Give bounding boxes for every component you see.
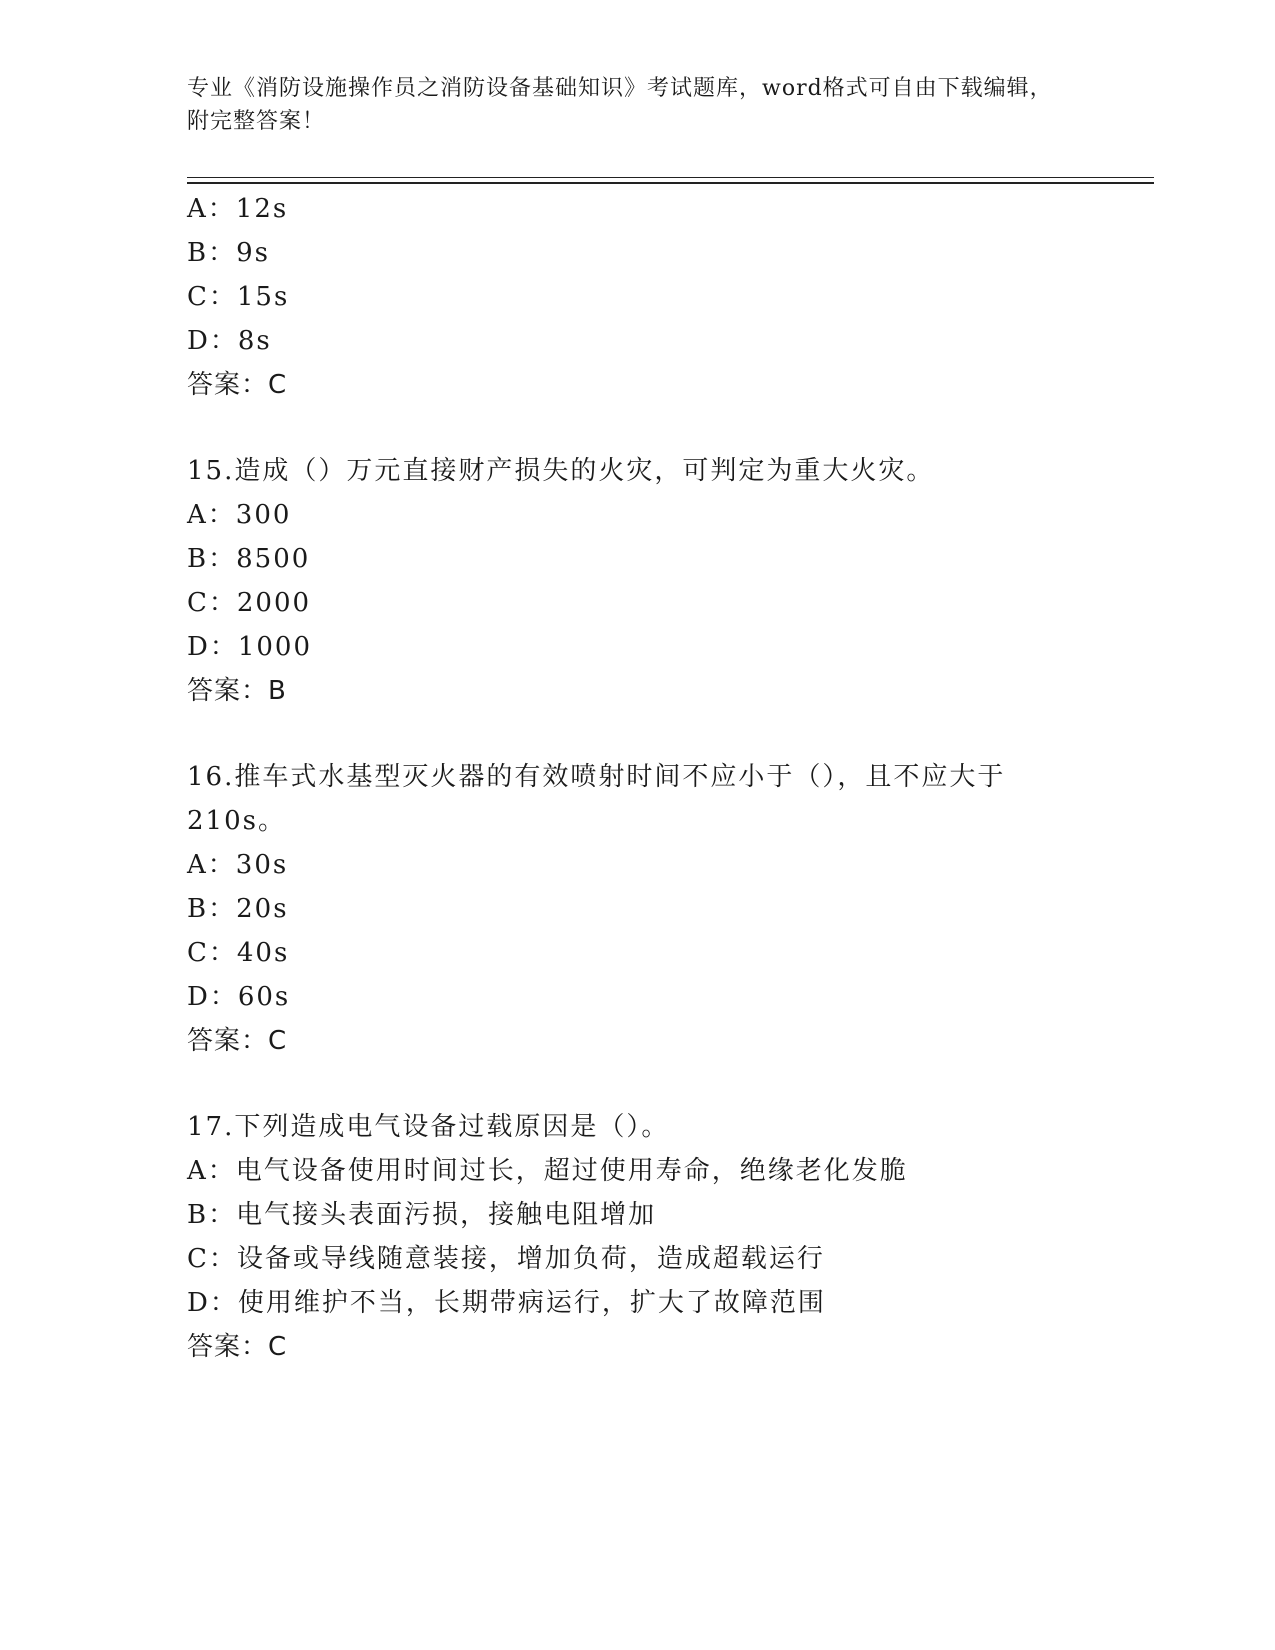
question-14-option-d: D：8s bbox=[187, 326, 272, 356]
question-17-option-d: D：使用维护不当，长期带病运行，扩大了故障范围 bbox=[187, 1288, 826, 1318]
question-16-stem-line-1: 16.推车式水基型灭火器的有效喷射时间不应小于（），且不应大于 bbox=[187, 762, 1006, 792]
question-14-option-b: B：9s bbox=[187, 238, 270, 268]
question-15-answer: 答案：B bbox=[187, 676, 287, 706]
question-17-option-a: A：电气设备使用时间过长，超过使用寿命，绝缘老化发脆 bbox=[187, 1156, 908, 1186]
question-16-option-d: D：60s bbox=[187, 982, 291, 1012]
question-15-option-b: B：8500 bbox=[187, 544, 311, 574]
question-15-option-c: C：2000 bbox=[187, 588, 312, 618]
question-14-option-c: C：15s bbox=[187, 282, 290, 312]
question-14-answer: 答案：C bbox=[187, 370, 288, 400]
question-17-stem: 17.下列造成电气设备过载原因是（）。 bbox=[187, 1112, 670, 1142]
question-16-answer: 答案：C bbox=[187, 1026, 288, 1056]
question-15-option-d: D：1000 bbox=[187, 632, 313, 662]
question-17-answer: 答案：C bbox=[187, 1332, 288, 1362]
question-16-option-a: A：30s bbox=[187, 850, 289, 880]
question-15-stem: 15.造成（）万元直接财产损失的火灾，可判定为重大火灾。 bbox=[187, 456, 935, 486]
question-16-stem-line-2: 210s。 bbox=[187, 806, 286, 836]
question-16-option-c: C：40s bbox=[187, 938, 290, 968]
header-divider-thin bbox=[187, 177, 1154, 178]
header-divider-thick bbox=[187, 182, 1154, 184]
question-14-option-a: A：12s bbox=[187, 194, 289, 224]
question-15-option-a: A：300 bbox=[187, 500, 292, 530]
question-17-option-b: B：电气接头表面污损，接触电阻增加 bbox=[187, 1200, 657, 1230]
question-16-option-b: B：20s bbox=[187, 894, 289, 924]
question-17-option-c: C：设备或导线随意装接，增加负荷，造成超载运行 bbox=[187, 1244, 825, 1274]
document-header: 专业《消防设施操作员之消防设备基础知识》考试题库，word格式可自由下载编辑，附完整答案！ bbox=[187, 76, 1053, 134]
